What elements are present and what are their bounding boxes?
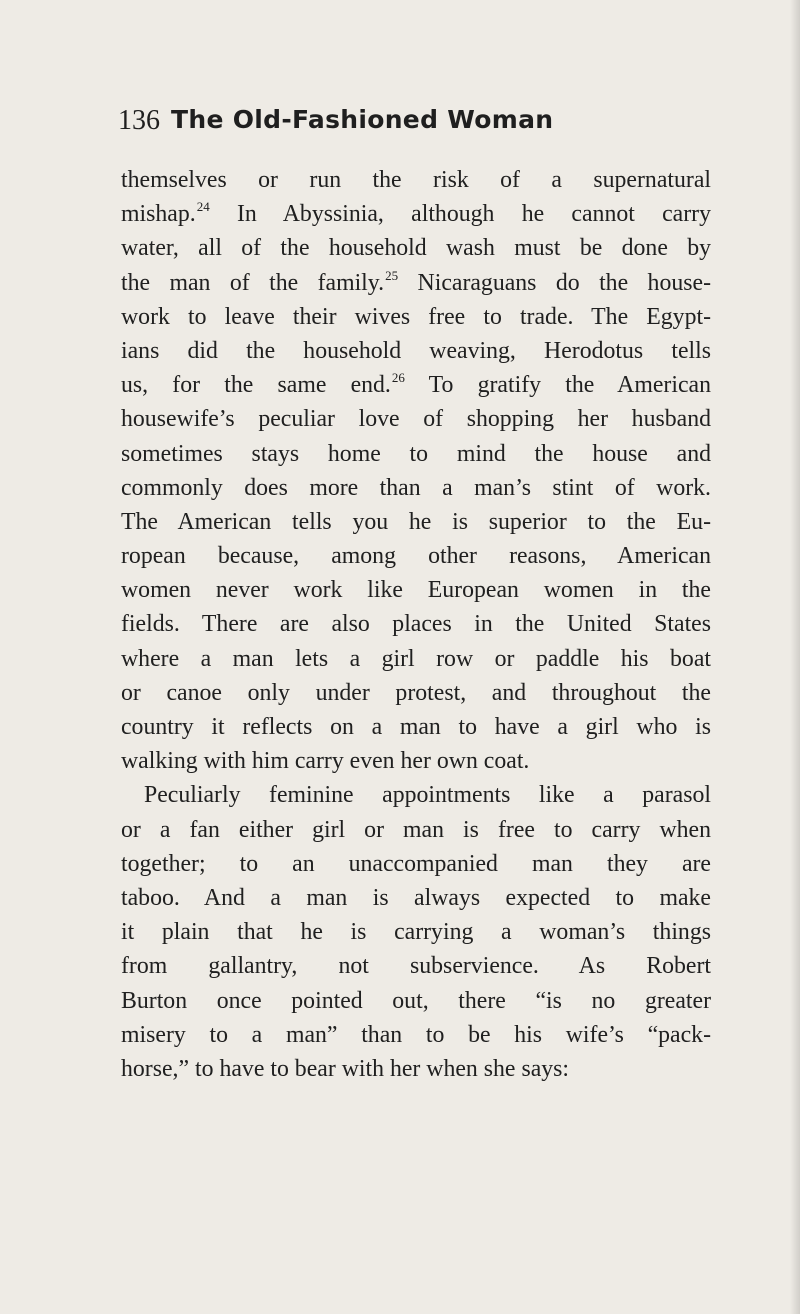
- page-header: [118, 100, 678, 140]
- text-line: misery to a man” than to be his wife’s “pack-: [121, 1021, 711, 1048]
- text-line: ians did the household weaving, Herodotus tells: [121, 337, 711, 364]
- footnote-ref-24: 24: [196, 199, 210, 215]
- text-line: housewife’s peculiar love of shopping her husband: [121, 406, 711, 433]
- text-line: country it reflects on a man to have a girl who is: [121, 714, 711, 740]
- text-line-paragraph-start: Peculiarly feminine appointments like a parasol: [144, 782, 711, 809]
- text-line: it plain that he is carrying a woman’s things: [121, 919, 711, 946]
- page-edge-shadow: [790, 0, 800, 1314]
- text-line: The American tells you he is superior to the Eu-: [121, 508, 711, 535]
- text-line: work to leave their wives free to trade. The Egypt-: [121, 303, 711, 330]
- text-line: mishap.$^{24}$ In Abyssinia, although he cannot carry: [121, 199, 711, 228]
- text-line: Burton once pointed out, there “is no greater: [121, 987, 711, 1014]
- text-line: commonly does more than a man’s stint of work.: [121, 474, 711, 501]
- text-line: women never work like European women in the: [121, 577, 711, 604]
- page-number: 136: [118, 105, 160, 136]
- text-line: themselves or run the risk of a supernatural: [121, 167, 711, 193]
- text-line: walking with him carry even her own coat.: [121, 748, 530, 775]
- text-line: the man of the family.$^{25}$ Nicaraguans do the house-: [121, 267, 711, 296]
- text-line: where a man lets a girl row or paddle his boat: [121, 645, 711, 672]
- text-line: water, all of the household wash must be done by: [121, 235, 711, 262]
- text-line: taboo. And a man is always expected to make: [121, 884, 711, 911]
- text-line: us, for the same end.$^{26}$ To gratify the American: [121, 370, 711, 399]
- text-line: fields. There are also places in the United States: [121, 611, 711, 638]
- body-text: [121, 163, 711, 1086]
- text-line: from gallantry, not subservience. As Robert: [121, 953, 711, 980]
- text-line: ropean because, among other reasons, American: [121, 543, 711, 570]
- text-line: sometimes stays home to mind the house and: [121, 440, 711, 467]
- text-line: together; to an unaccompanied man they are: [121, 850, 711, 877]
- text-line: or a fan either girl or man is free to carry when: [121, 816, 711, 843]
- running-title: The Old-Fashioned Woman: [171, 105, 554, 134]
- text-line: horse,” to have to bear with her when she says:: [121, 1055, 570, 1082]
- footnote-ref-26: 26: [391, 370, 405, 386]
- text-line: or canoe only under protest, and throughout the: [121, 679, 711, 706]
- footnote-ref-25: 25: [385, 267, 399, 283]
